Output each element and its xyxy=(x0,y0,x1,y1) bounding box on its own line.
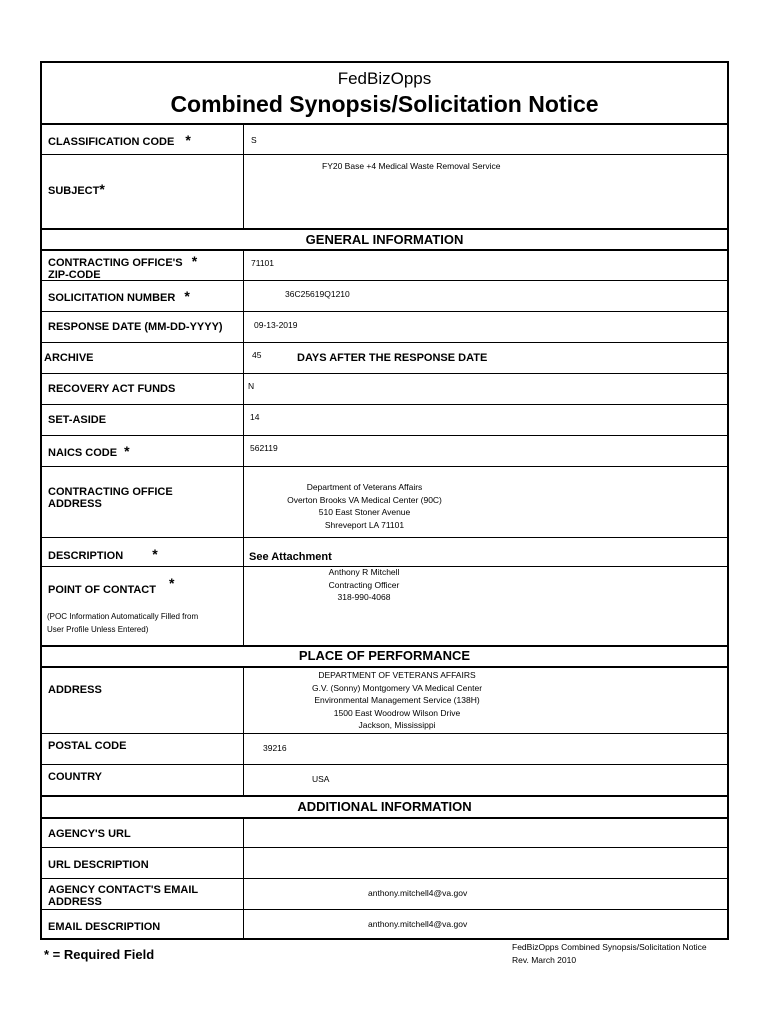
column-divider xyxy=(243,667,244,795)
row-divider xyxy=(42,537,727,538)
row-divider xyxy=(42,817,727,819)
classification-code-value: S xyxy=(251,135,257,145)
required-marker: * xyxy=(124,443,130,459)
archive-label: ARCHIVE xyxy=(44,352,94,364)
email-description-value: anthony.mitchell4@va.gov xyxy=(368,919,468,929)
solicitation-form xyxy=(40,61,729,940)
email-description-label: EMAIL DESCRIPTION xyxy=(48,921,161,933)
response-date-label: RESPONSE DATE (MM-DD-YYYY) xyxy=(48,321,223,333)
row-divider xyxy=(42,435,727,436)
row-divider xyxy=(42,404,727,405)
agency-url-label: AGENCY'S URL xyxy=(48,828,131,840)
required-marker: * xyxy=(169,575,175,591)
recovery-act-label: RECOVERY ACT FUNDS xyxy=(48,383,176,395)
country-value: USA xyxy=(312,774,330,784)
required-marker: * xyxy=(152,546,158,562)
office-address-label: CONTRACTING OFFICE ADDRESS xyxy=(48,486,173,510)
archive-value: 45 xyxy=(252,350,262,360)
row-divider xyxy=(42,249,727,251)
description-label: DESCRIPTION * xyxy=(48,546,158,562)
subject-value: FY20 Base +4 Medical Waste Removal Service xyxy=(322,161,501,171)
naics-value: 562119 xyxy=(250,443,278,453)
contact-email-value: anthony.mitchell4@va.gov xyxy=(368,888,468,898)
response-date-value: 09-13-2019 xyxy=(254,320,298,330)
postal-code-value: 39216 xyxy=(263,743,287,753)
row-divider xyxy=(42,847,727,848)
required-marker: * xyxy=(185,132,191,148)
row-divider xyxy=(42,764,727,765)
required-field-note: * = Required Field xyxy=(44,947,155,962)
subject-label: SUBJECT* xyxy=(48,181,105,197)
form-title: Combined Synopsis/Solicitation Notice xyxy=(170,91,599,117)
country-label: COUNTRY xyxy=(48,771,102,783)
row-divider xyxy=(42,666,727,668)
additional-information-heading: ADDITIONAL INFORMATION xyxy=(297,799,472,814)
row-divider xyxy=(42,342,727,343)
row-divider xyxy=(42,311,727,312)
url-description-label: URL DESCRIPTION xyxy=(48,859,149,871)
classification-code-label: CLASSIFICATION CODE * xyxy=(48,132,191,148)
description-value: See Attachment xyxy=(249,551,332,563)
contracting-zip-value: 71101 xyxy=(251,258,275,268)
poc-label: POINT OF CONTACT * xyxy=(48,575,175,596)
poc-value: Anthony R Mitchell Contracting Officer 318-990-4068 xyxy=(328,567,400,602)
row-divider xyxy=(42,228,727,230)
required-marker: * xyxy=(191,253,198,269)
column-divider xyxy=(243,125,244,228)
naics-label: NAICS CODE * xyxy=(48,443,130,459)
required-marker: * xyxy=(99,181,105,197)
recovery-act-value: N xyxy=(248,381,255,391)
row-divider xyxy=(42,645,727,647)
column-divider xyxy=(243,249,244,645)
set-aside-label: SET-ASIDE xyxy=(48,414,107,426)
row-divider xyxy=(42,123,727,125)
site-name: FedBizOpps xyxy=(337,69,432,88)
row-divider xyxy=(42,466,727,467)
row-divider xyxy=(42,373,727,374)
contact-email-label: AGENCY CONTACT'S EMAIL ADDRESS xyxy=(48,884,199,908)
row-divider xyxy=(42,909,727,910)
row-divider xyxy=(42,795,727,797)
postal-code-label: POSTAL CODE xyxy=(48,740,127,752)
pop-address-label: ADDRESS xyxy=(48,684,102,696)
solicitation-number-label: SOLICITATION NUMBER * xyxy=(48,288,190,304)
poc-note: (POC Information Automatically Filled from User Profile Unless Entered) xyxy=(47,612,199,634)
column-divider xyxy=(243,818,244,940)
archive-suffix: DAYS AFTER THE RESPONSE DATE xyxy=(297,352,488,364)
row-divider xyxy=(42,733,727,734)
contracting-zip-label: CONTRACTING OFFICE'S * ZIP-CODE xyxy=(48,253,198,281)
row-divider xyxy=(42,878,727,879)
row-divider xyxy=(42,154,727,155)
office-address-value: Department of Veterans Affairs Overton Brooks VA Medical Center (90C) 510 East Stoner Avenue Shreveport LA 71101 xyxy=(287,482,442,530)
required-marker: * xyxy=(184,288,190,304)
form-name-footer: FedBizOpps Combined Synopsis/Solicitation Notice xyxy=(512,942,707,952)
row-divider xyxy=(42,280,727,281)
general-information-heading: GENERAL INFORMATION xyxy=(305,232,464,247)
place-of-performance-heading: PLACE OF PERFORMANCE xyxy=(298,648,471,663)
solicitation-number-value: 36C25619Q1210 xyxy=(285,289,350,299)
set-aside-value: 14 xyxy=(250,412,260,422)
pop-address-value: DEPARTMENT OF VETERANS AFFAIRS G.V. (Sonny) Montgomery VA Medical Center Environmental Management Service (138H) 1500 East Woodrow Wilson Drive Jackson, Mississippi xyxy=(311,670,483,730)
revision-footer: Rev. March 2010 xyxy=(512,955,577,965)
